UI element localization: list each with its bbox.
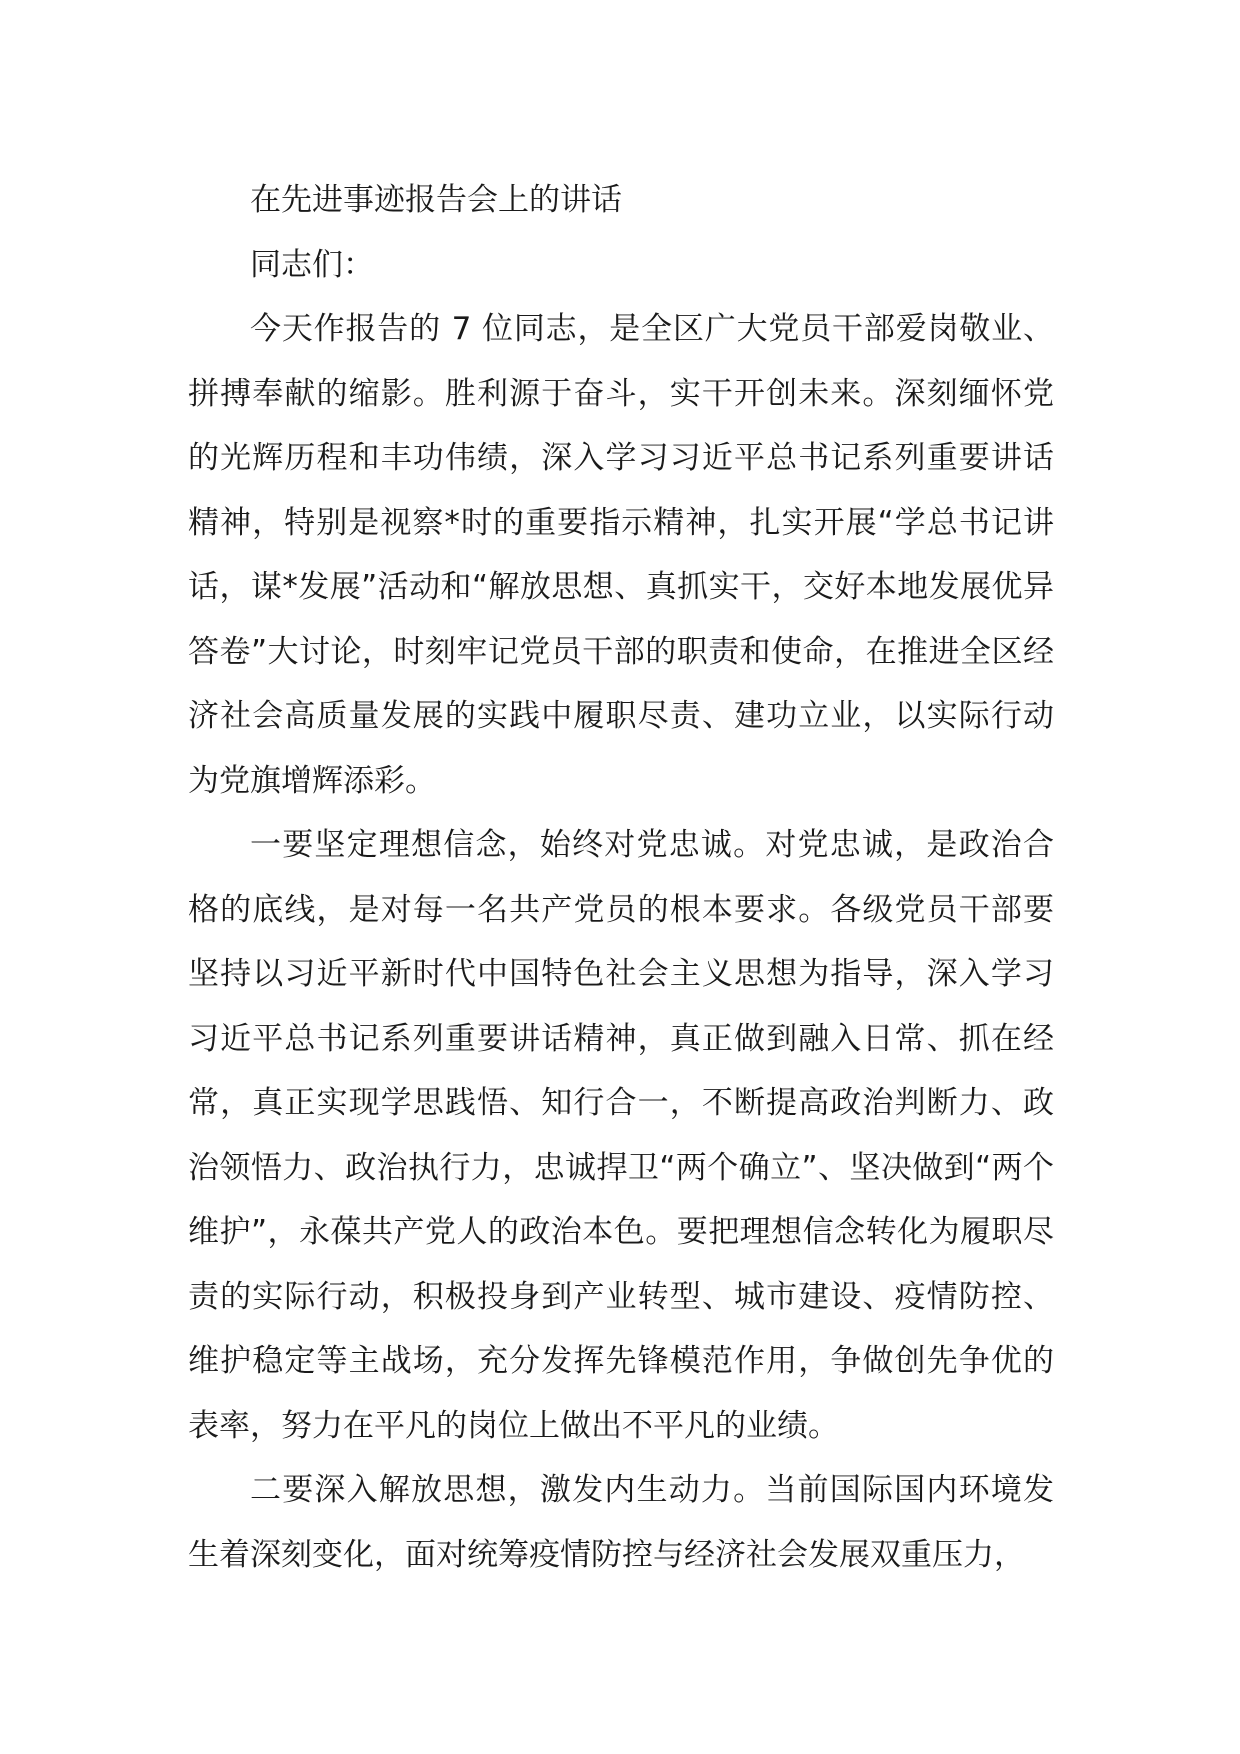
document-title: 在先进事迹报告会上的讲话 [250, 182, 622, 218]
paragraph-point-one: 一要坚定理想信念，始终对党忠诚。对党忠诚，是政治合格的底线，是对每一名共产党员的根本要求。各级党员干部要坚持以习近平新时代中国特色社会主义思想为指导，深入学习习近平总书记系列重要讲话精神，真正做到融入日常、抓在经常，真正实现学思践悟、知行合一，不断提高政治判断力、政治领悟力、政治执行力，忠诚捍卫“两个确立”、坚决做到“两个维护”，永葆共产党人的政治本色。要把理想信念转化为履职尽责的实际行动，积极投身到产业转型、城市建设、疫情防控、维护稳定等主战场，充分发挥先锋模范作用，争做创先争优的表率，努力在平凡的岗位上做出不平凡的业绩。 [188, 827, 1054, 1444]
salutation: 同志们： [250, 246, 374, 283]
paragraph-intro: 今天作报告的 7 位同志，是全区广大党员干部爱岗敬业、拼搏奉献的缩影。胜利源于奋斗，实干开创未来。深刻缅怀党的光辉历程和丰功伟绩，深入学习习近平总书记系列重要讲话精神，特别是视察*时的重要指示精神，扎实开展“学总书记讲话，谋*发展”活动和“解放思想、真抓实干，交好本地发展优异答卷”大讨论，时刻牢记党员干部的职责和使命，在推进全区经济社会高质量发展的实践中履职尽责、建功立业，以实际行动为党旗增辉添彩。 [188, 311, 1054, 799]
paragraph-point-two: 二要深入解放思想，激发内生动力。当前国际国内环境发生着深刻变化，面对统筹疫情防控与经济社会发展双重压力， [188, 1472, 1054, 1573]
document-body [188, 168, 1054, 1587]
